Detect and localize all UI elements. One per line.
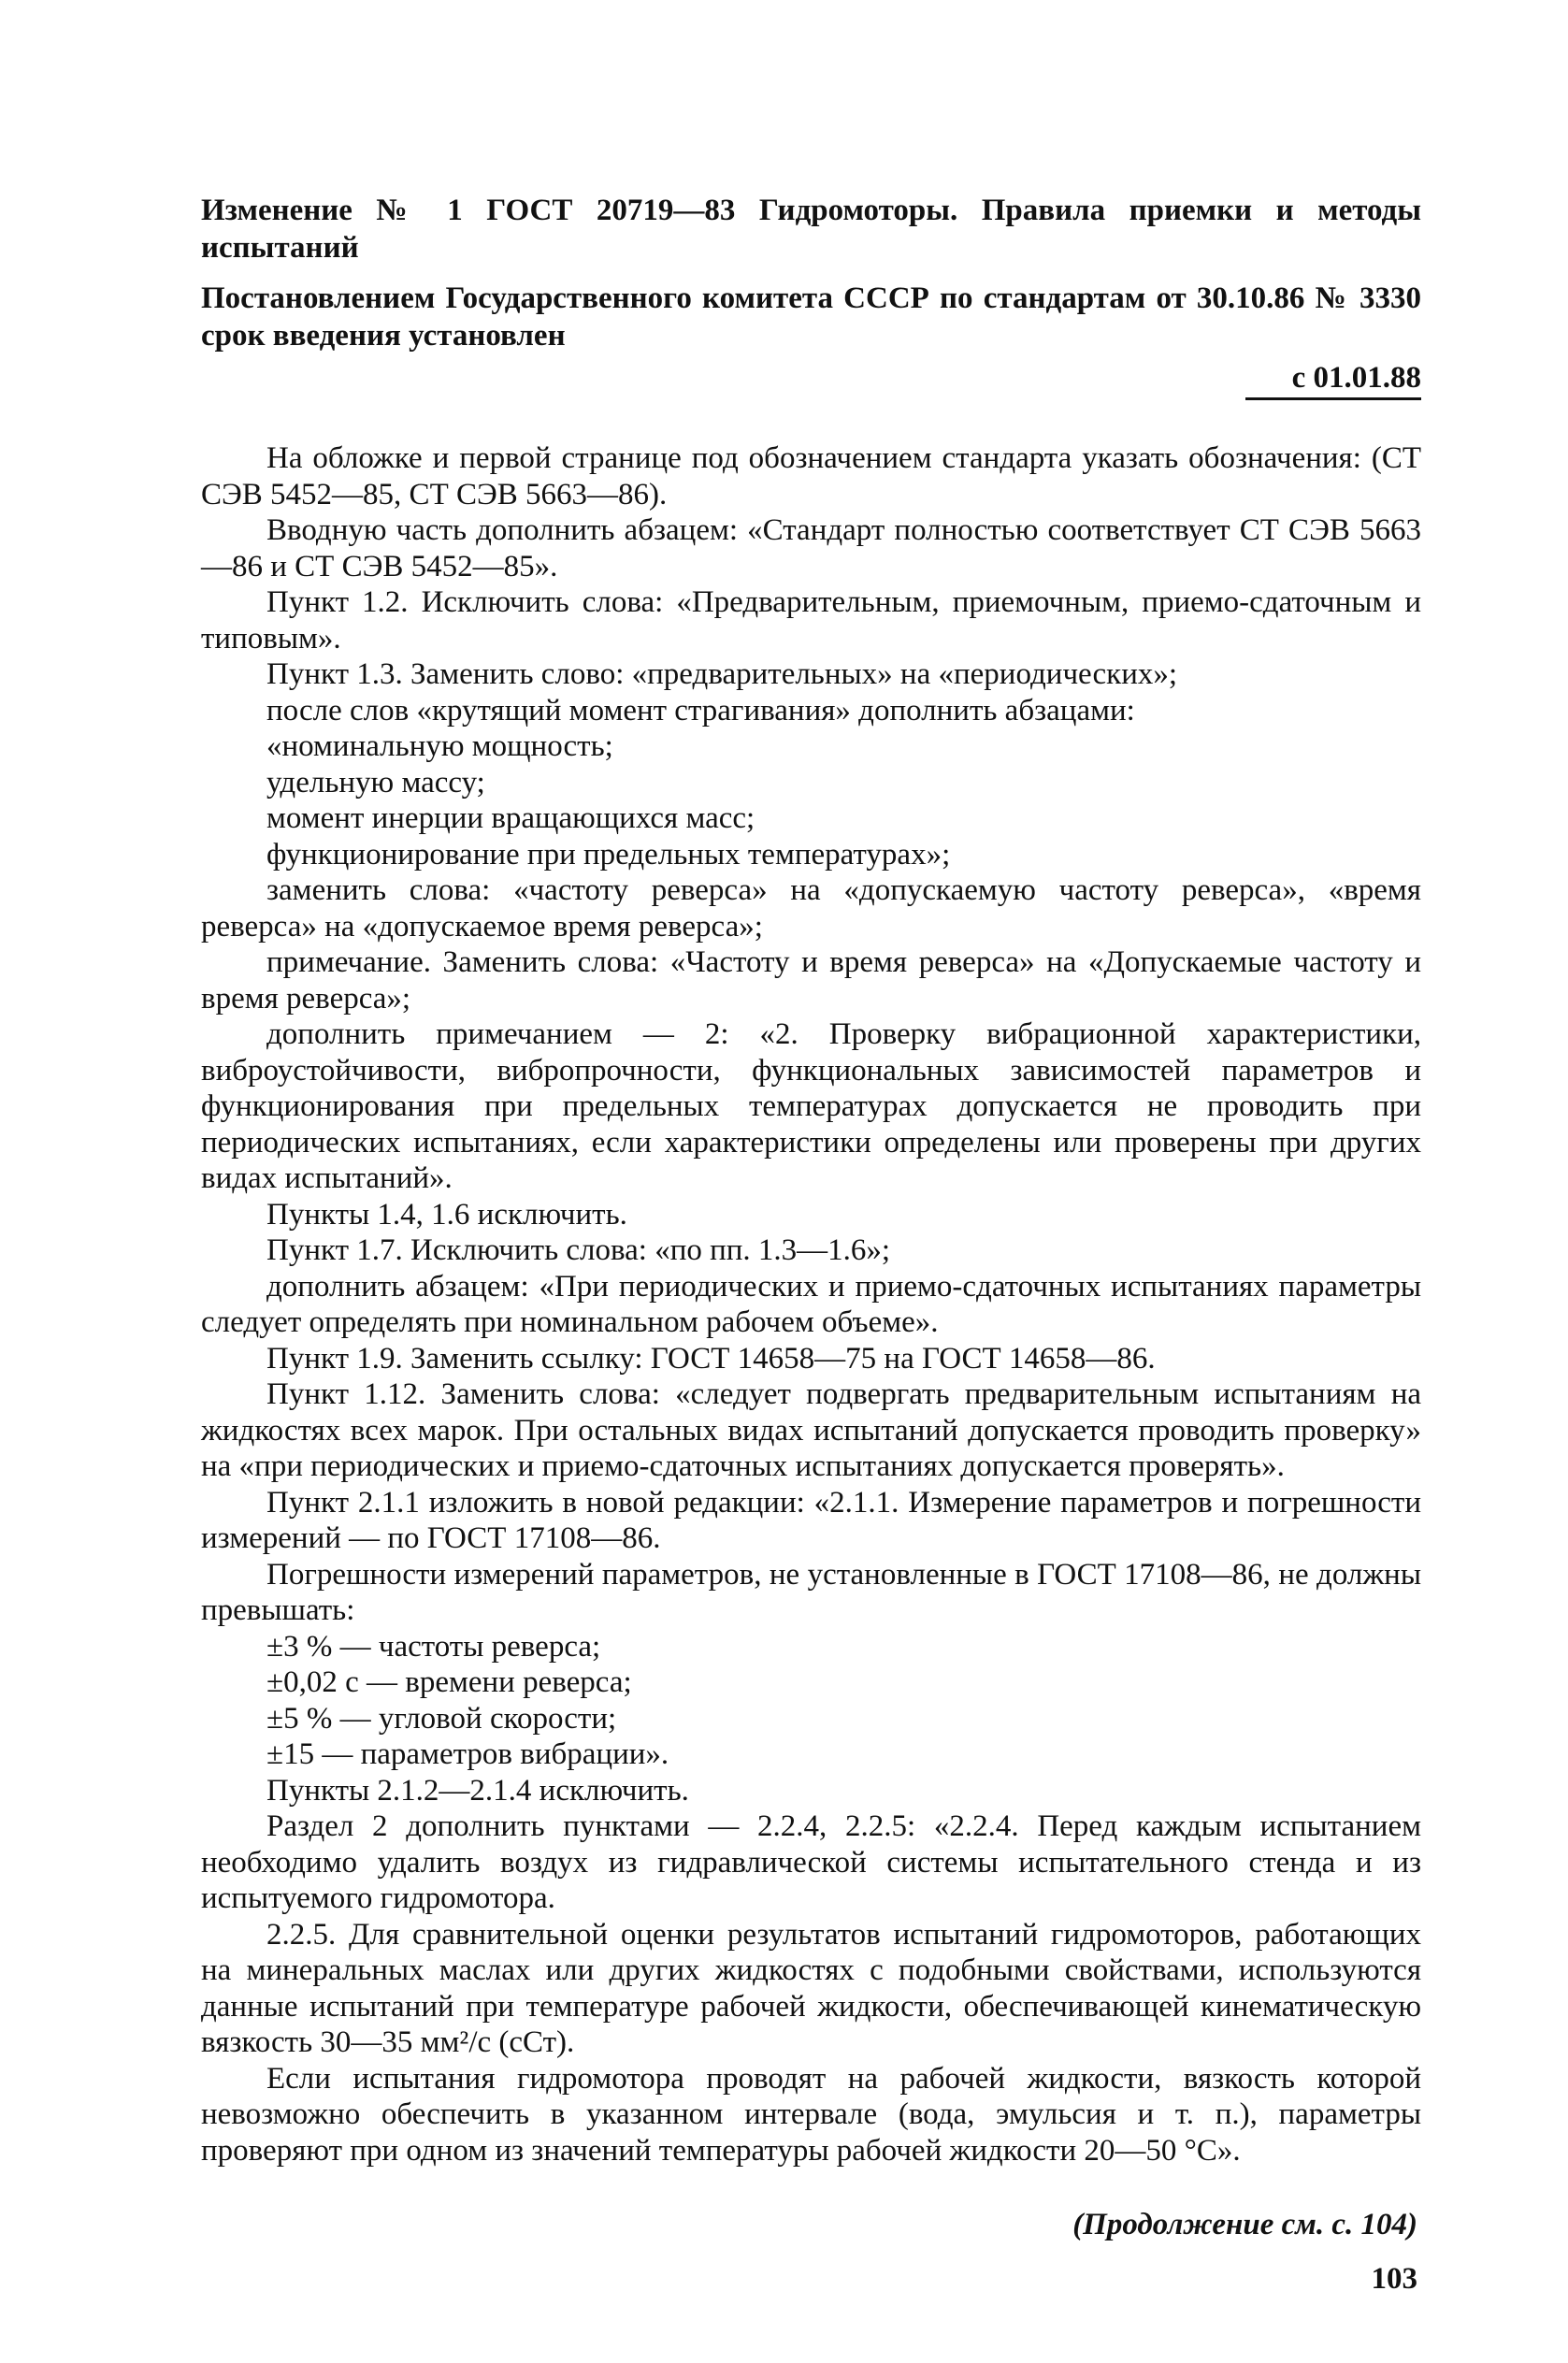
- document-page: [201, 192, 1421, 2298]
- paragraph: Пункт 2.1.1 изложить в новой редакции: «2.1.1. Измерение параметров и погрешности измерений — по ГОСТ 17108—86.: [201, 1485, 1421, 1555]
- paragraph: примечание. Заменить слова: «Частоту и время реверса» на «Допускаемые частоту и время реверса»;: [201, 945, 1421, 1016]
- document-body: [201, 440, 1421, 2168]
- tolerance-item: ±0,02 с — времени реверса;: [266, 1665, 632, 1699]
- paragraph: удельную массу;: [266, 765, 485, 800]
- paragraph: Пункт 1.12. Заменить слова: «следует подвергать предварительным испытаниям на жидкостях всех марок. При остальных видах испытаний допускается проводить проверку» на «при периодических и приемо-сдаточных испытаниях допускается проверять».: [201, 1377, 1421, 1483]
- paragraph: момент инерции вращающихся масс;: [266, 801, 755, 835]
- paragraph: На обложке и первой странице под обозначением стандарта указать обозначения: (СТ СЭВ 5452—85, СТ СЭВ 5663—86).: [201, 441, 1421, 512]
- effective-date: с 01.01.88: [1245, 358, 1421, 400]
- paragraph: Пункт 1.3. Заменить слово: «предварительных» на «периодических»;: [266, 657, 1178, 691]
- effective-date-block: [201, 358, 1421, 411]
- page-number: 103: [1371, 2262, 1417, 2296]
- paragraph: функционирование при предельных температурах»;: [266, 837, 951, 872]
- paragraph: Пункты 1.4, 1.6 исключить.: [266, 1197, 627, 1232]
- paragraph: Погрешности измерений параметров, не установленные в ГОСТ 17108—86, не должны превышать:: [201, 1557, 1421, 1627]
- amendment-title: Изменение № 1 ГОСТ 20719—83 Гидромоторы. Правила приемки и методы испытаний: [201, 194, 1421, 265]
- tolerance-item: ±15 — параметров вибрации».: [266, 1737, 669, 1771]
- paragraph: Пункт 1.7. Исключить слова: «по пп. 1.3—1.6»;: [266, 1233, 891, 1267]
- continuation-note: (Продолжение см. с. 104): [1072, 2208, 1417, 2241]
- paragraph: Пункт 1.2. Исключить слова: «Предварительным, приемочным, приемо-сдаточным и типовым».: [201, 585, 1421, 656]
- tolerance-item: ±5 % — угловой скорости;: [266, 1701, 617, 1736]
- paragraph: после слов «крутящий момент страгивания» дополнить абзацами:: [266, 693, 1135, 728]
- paragraph: заменить слова: «частоту реверса» на «допускаемую частоту реверса», «время реверса» на «допускаемое время реверса»;: [201, 873, 1421, 944]
- paragraph: дополнить абзацем: «При периодических и приемо-сдаточных испытаниях параметры следует определять при номинальном рабочем объеме».: [201, 1269, 1421, 1339]
- tolerance-item: ±3 % — частоты реверса;: [266, 1629, 601, 1664]
- resolution-line: Постановлением Государственного комитета СССР по стандартам от 30.10.86 № 3330 срок введения установлен: [201, 281, 1421, 353]
- paragraph: Раздел 2 дополнить пунктами — 2.2.4, 2.2.5: «2.2.4. Перед каждым испытанием необходимо удалить воздух из гидравлической системы испытательного стенда и из испытуемого гидромотора.: [201, 1809, 1421, 1915]
- paragraph: 2.2.5. Для сравнительной оценки результатов испытаний гидромоторов, работающих на минеральных маслах или других жидкостях с подобными свойствами, используются данные испытаний при температуре рабочей жидкости, обеспечивающей кинематическую вязкость 30—35 мм²/с (сСт).: [201, 1917, 1421, 2059]
- paragraph: Если испытания гидромотора проводят на рабочей жидкости, вязкость которой невозможно обеспечить в указанном интервале (вода, эмульсия и т. п.), параметры проверяют при одном из значений температуры рабочей жидкости 20—50 °С».: [201, 2061, 1421, 2168]
- paragraph: Вводную часть дополнить абзацем: «Стандарт полностью соответствует СТ СЭВ 5663—86 и СТ СЭВ 5452—85».: [201, 513, 1421, 584]
- paragraph: дополнить примечанием — 2: «2. Проверку вибрационной характеристики, виброустойчивости, вибропрочности, функциональных зависимостей параметров и функционирования при предельных температурах допускается не проводить при периодических испытаниях, если характеристики определены или проверены при других видах испытаний».: [201, 1017, 1421, 1195]
- paragraph: «номинальную мощность;: [266, 729, 613, 763]
- paragraph: Пункты 2.1.2—2.1.4 исключить.: [266, 1773, 689, 1808]
- paragraph: Пункт 1.9. Заменить ссылку: ГОСТ 14658—75 на ГОСТ 14658—86.: [266, 1341, 1156, 1376]
